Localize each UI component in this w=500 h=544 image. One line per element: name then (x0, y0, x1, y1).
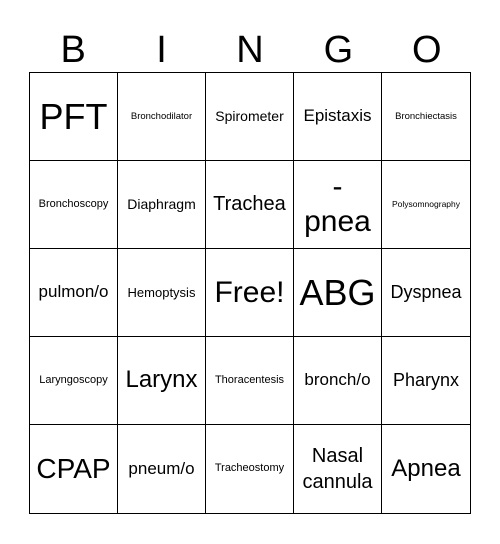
cell-text: - pnea (304, 170, 371, 238)
cell-text: Larynx (125, 366, 198, 394)
bingo-cell[interactable] (294, 337, 382, 425)
bingo-cell[interactable] (30, 425, 118, 513)
cell-text: Epistaxis (303, 106, 372, 126)
bingo-cell[interactable] (118, 249, 206, 337)
bingo-cell[interactable] (118, 161, 206, 249)
header-letter-o: O (411, 29, 442, 71)
cell-text: Pharynx (392, 369, 460, 390)
cell-text: Polysomnography (391, 199, 461, 210)
cell-text: Bronchoscopy (38, 197, 109, 210)
cell-text: pulmon/o (38, 282, 109, 302)
bingo-cell[interactable] (30, 337, 118, 425)
bingo-cell[interactable] (206, 73, 294, 161)
bingo-cell[interactable] (118, 337, 206, 425)
header-letter-g: G (323, 29, 354, 71)
header-letter-b: B (60, 29, 86, 71)
bingo-cell[interactable] (382, 73, 470, 161)
cell-text: Tracheostomy (214, 462, 285, 475)
cell-text: Diaphragm (127, 196, 196, 213)
bingo-cell[interactable] (294, 73, 382, 161)
cell-text: Apnea (391, 454, 461, 482)
bingo-cell[interactable] (30, 161, 118, 249)
cell-text: Thoracentesis (214, 373, 285, 386)
bingo-cell[interactable] (206, 337, 294, 425)
bingo-cell[interactable] (382, 161, 470, 249)
bingo-cell[interactable] (30, 249, 118, 337)
bingo-cell[interactable] (118, 73, 206, 161)
cell-text: Hemoptysis (127, 284, 196, 300)
bingo-cell[interactable] (30, 73, 118, 161)
bingo-cell[interactable] (294, 161, 382, 249)
header-letter-i: I (156, 29, 167, 71)
bingo-cell[interactable] (294, 249, 382, 337)
cell-text: PFT (39, 95, 108, 137)
cell-text: Bronchiectasis (395, 110, 457, 122)
cell-text: pneum/o (128, 458, 195, 478)
cell-text: Trachea (213, 193, 286, 215)
bingo-cell[interactable] (294, 425, 382, 513)
header-letter-n: N (236, 29, 264, 71)
cell-text: Dyspnea (390, 281, 462, 302)
cell-text: CPAP (36, 452, 111, 484)
cell-text: Nasal cannula (302, 445, 373, 493)
bingo-cell[interactable] (382, 425, 470, 513)
cell-text: ABG (299, 271, 376, 313)
cell-text: bronch/o (304, 370, 371, 390)
bingo-cell[interactable] (206, 161, 294, 249)
cell-text: Laryngoscopy (39, 373, 108, 386)
cell-text: Free! (214, 276, 285, 309)
bingo-card (29, 72, 471, 514)
bingo-cell[interactable] (382, 337, 470, 425)
bingo-cell[interactable] (382, 249, 470, 337)
bingo-cell[interactable] (118, 425, 206, 513)
cell-text: Bronchodilator (130, 110, 193, 122)
bingo-header (29, 28, 471, 72)
cell-text: Spirometer (215, 108, 284, 125)
bingo-cell[interactable] (206, 249, 294, 337)
bingo-cell[interactable] (206, 425, 294, 513)
